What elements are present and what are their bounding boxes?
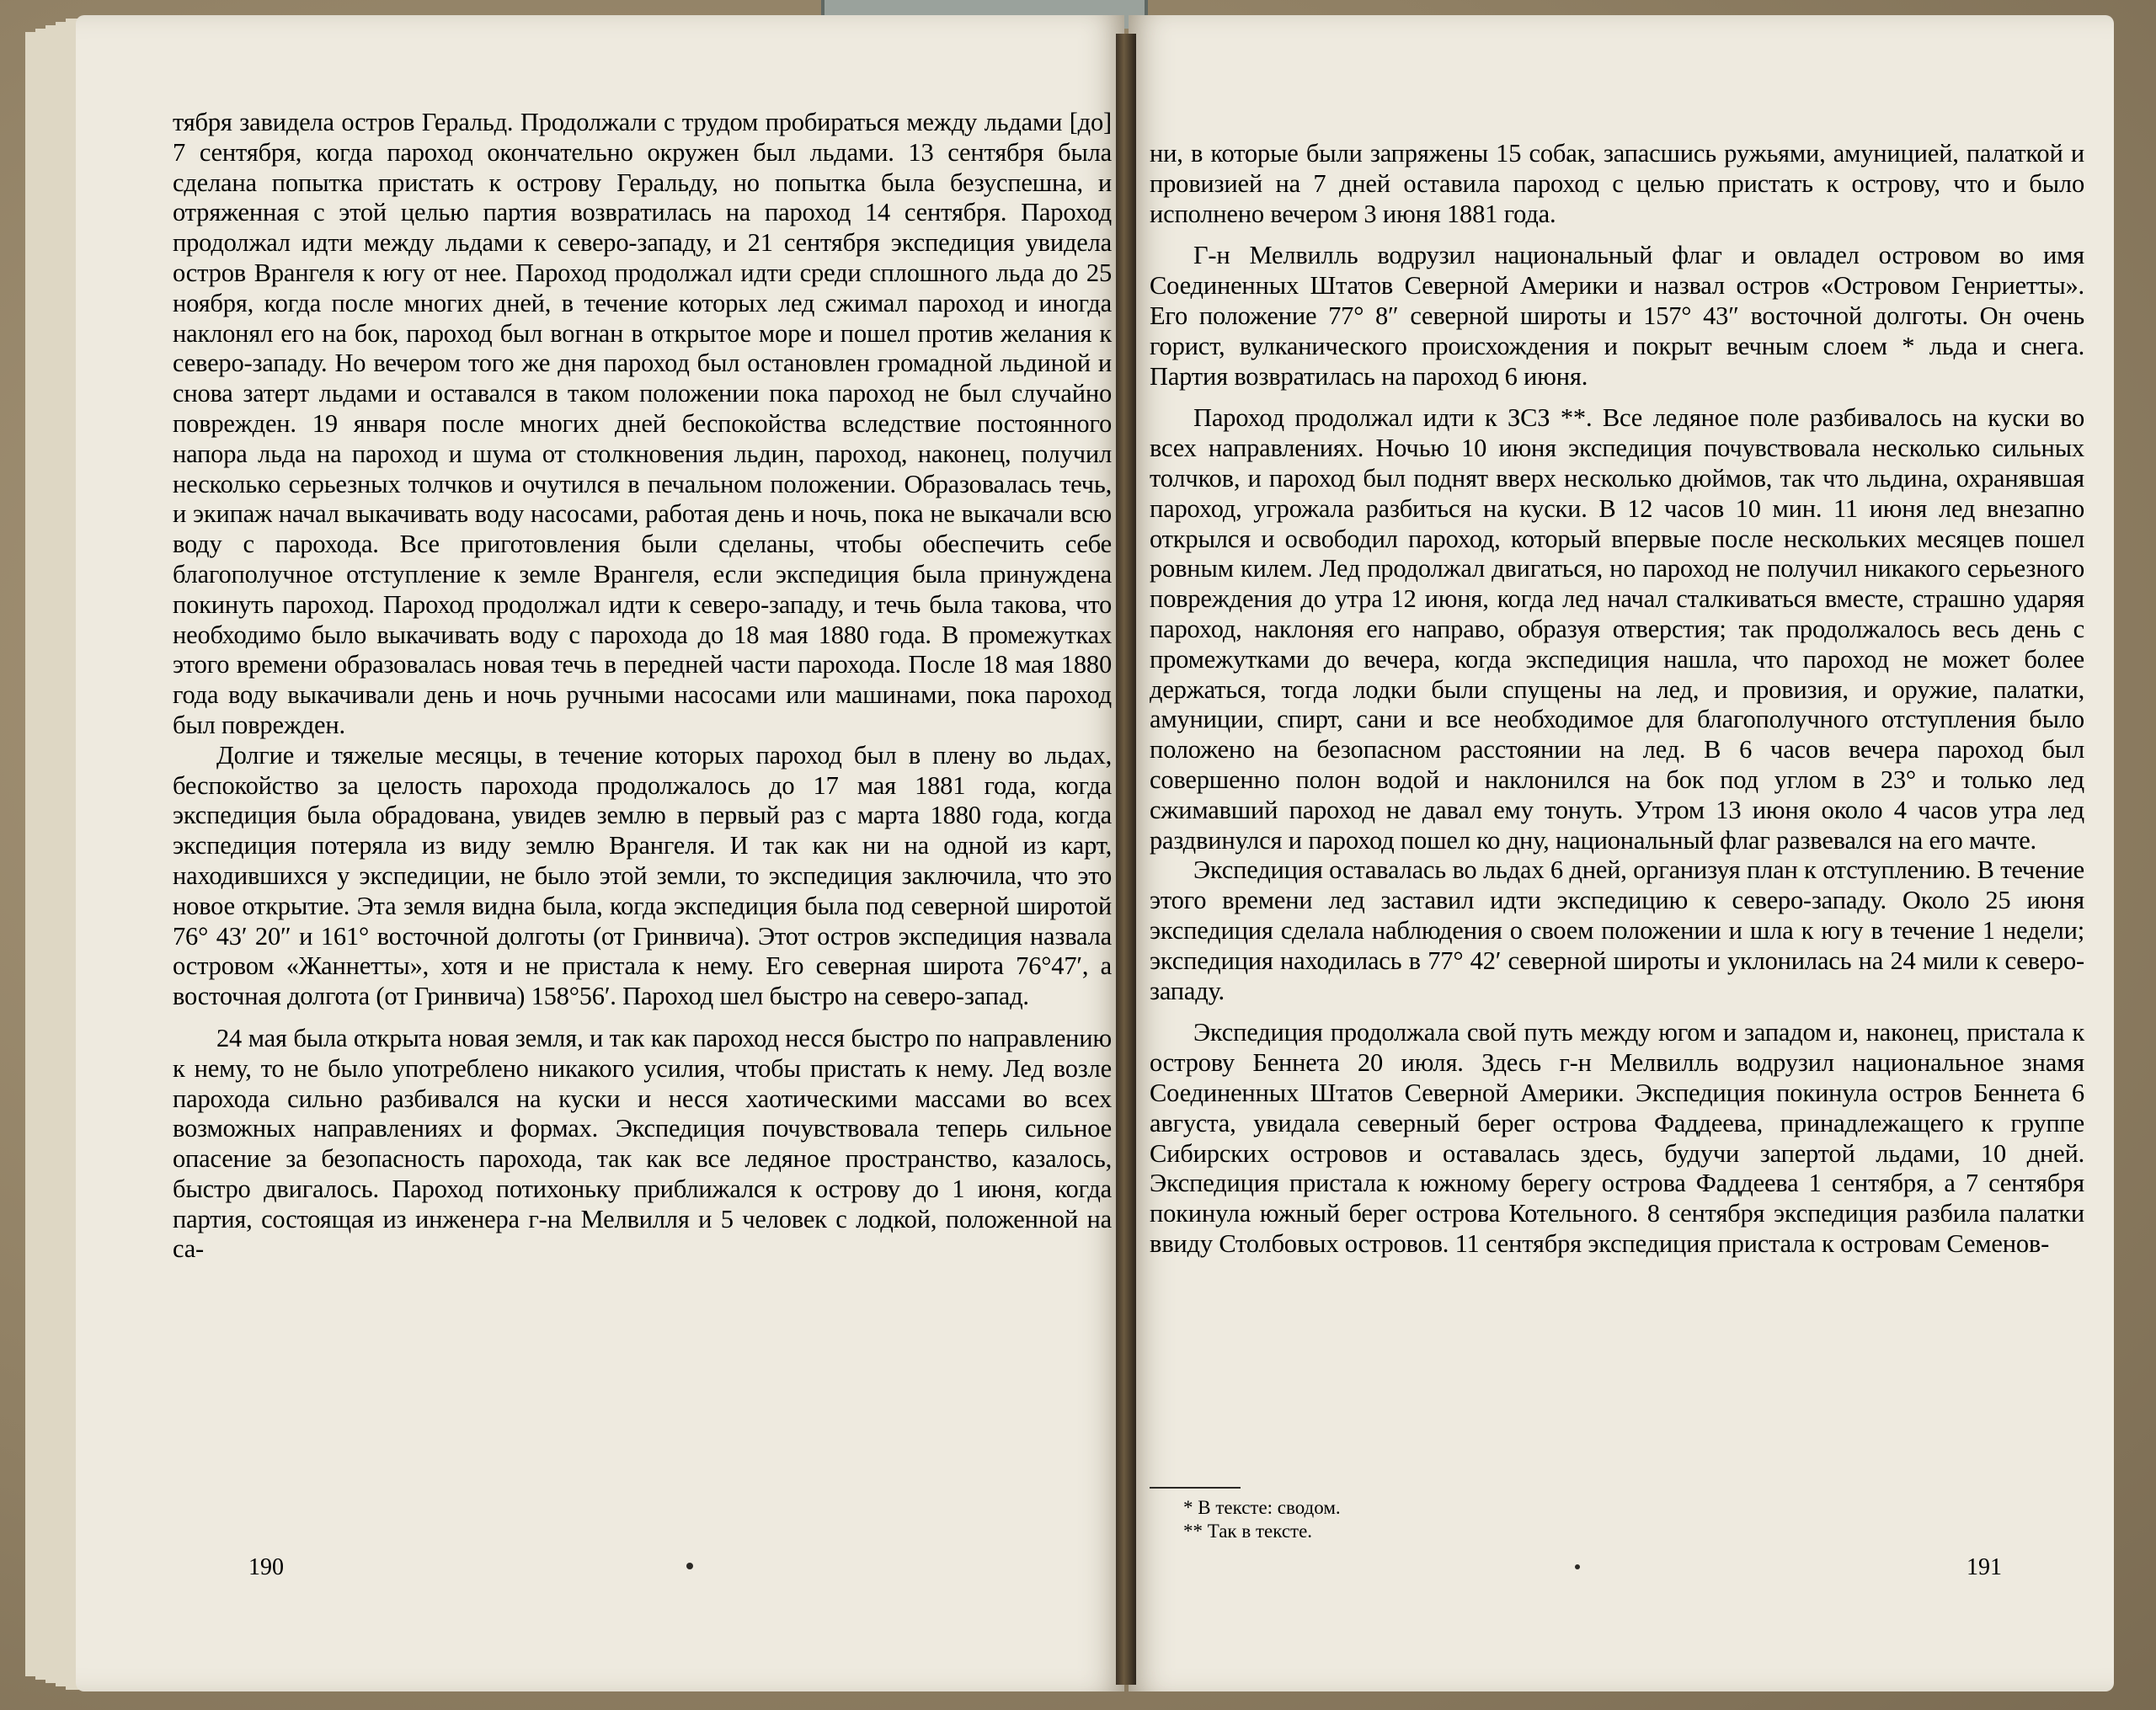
page-number-left: 190 <box>248 1554 284 1580</box>
right-paragraph-4: Экспедиция оставалась во льдах 6 дней, организуя план к отступлению. В течение этого времени лед заставил идти экспедицию к северо-западу. Около 25 июня экспедиция сделала наблюдения о своем положении и шла к югу в течение 1 недели; экспедиция находилась в 77° 42′ северной широты и уклонилась на 24 мили к северо-западу. <box>1150 855 2084 1005</box>
left-paragraph-3: 24 мая была открыта новая земля, и так как пароход несся быстро по направлению к нему, то не было употреблено никакого усилия, чтобы пристать к нему. Лед возле парохода сильно разбивался на куски и несся хаотическими массами во всех возможных направлениях и формах. Экспедиция почувствовала теперь сильное опасение за безопасность парохода, так как все ледяное пространство, казалось, быстро двигалось. Пароход потихоньку приближался к острову до 1 июня, когда партия, состоящая из инженера г-на Мелвилля и 5 человек с лодкой, положенной на са- <box>173 1023 1112 1264</box>
print-mark <box>686 1563 693 1569</box>
left-page-text <box>173 108 1112 1265</box>
footnote-2: ** Так в тексте. <box>1183 1521 1313 1542</box>
footnote-rule <box>1150 1487 1241 1489</box>
right-paragraph-5: Экспедиция продолжала свой путь между югом и западом и, наконец, пристала к острову Беннета 20 июля. Здесь г-н Мелвилль водрузил национальное знамя Соединенных Штатов Северной Америки. Экспедиция покинула остров Беннета 6 августа, увидала северный берег острова Фаддеева, принадлежащего к группе Сибирских островов и оставалась здесь, будучи запертой льдами, 10 дней. Экспедиция пристала к южному берегу острова Фаддеева 1 сентября, а 7 сентября покинула южный берег острова Котельного. 8 сентября экспедиция разбила палатки ввиду Столбовых островов. 11 сентября экспедиция пристала к островам Семенов- <box>1150 1018 2084 1258</box>
right-page-text <box>1150 139 2084 1260</box>
right-paragraph-2: Г-н Мелвилль водрузил национальный флаг и овладел островом во имя Соединенных Штатов Северной Америки и назвал остров «Островом Генриетты». Его положение 77° 8″ северной широты и 157° 43″ восточной долготы. Он очень горист, вулканического происхождения и покрыт вечным слоем * льда и снега. Партия возвратилась на пароход 6 июня. <box>1150 241 2084 391</box>
footnote-1: * В тексте: сводом. <box>1183 1497 1341 1518</box>
left-paragraph-2: Долгие и тяжелые месяцы, в течение которых пароход был в плену во льдах, беспокойство за целость парохода продолжалось до 17 мая 1881 года, когда экспедиция была обрадована, увидев землю в первый раз с марта 1880 года, когда экспедиция потеряла из виду землю Врангеля. И так как ни на одной из карт, находившихся у экспедиции, не было этой земли, то экспедиция заключила, что это новое открытие. Эта земля видна была, когда экспедиция была под северной широтой 76° 43′ 20″ и 161° восточной долготы (от Гринвича). Этот остров экспедиция назвала островом «Жаннетты», хотя и не пристала к нему. Его северная широта 76°47′, а восточная долгота (от Гринвича) 158°56′. Пароход шел быстро на северо-запад. <box>173 740 1112 1011</box>
book-gutter <box>1116 34 1136 1685</box>
right-paragraph-3: Пароход продолжал идти к ЗСЗ **. Все ледяное поле разбивалось на куски во всех направлениях. Ночью 10 июня экспедиция почувствовала несколько сильных толчков, и пароход был поднят вверх несколько дюймов, так что льдина, охранявшая пароход, угрожала разбиться на куски. В 12 часов 10 мин. 11 июня лед внезапно открылся и освободил пароход, который впервые после нескольких месяцев пошел ровным килем. Лед продолжал двигаться, но пароход не получил никакого серьезного повреждения до утра 12 июня, когда лед начал сталкиваться вместе, страшно ударяя пароход, наклоняя его направо, образуя отверстия; так продолжалось весь день с промежутками до вечера, когда экспедиция нашла, что пароход не может более держаться, тогда лодки были спущены на лед, и провизия, и оружие, палатки, амуниции, спирт, сани и все необходимое для благополучного отступления было положено на безопасном расстоянии на лед. В 6 часов вечера пароход был совершенно полон водой и наклонился на бок под углом в 23° и только лед сжимавший пароход не давал ему тонуть. Утром 13 июня около 4 часов утра лед раздвинулся и пароход пошел ко дну, национальный флаг развевался на его мачте. <box>1150 403 2084 855</box>
right-paragraph-1: ни, в которые были запряжены 15 собак, запасшись ружьями, амуницией, палаткой и провизией на 7 дней оставила пароход с целью пристать к острову, что и было исполнено вечером 3 июня 1881 года. <box>1150 139 2084 228</box>
left-paragraph-1: тября завидела остров Геральд. Продолжали с трудом пробираться между льдами [до] 7 сентября, когда пароход окончательно окружен был льдами. 13 сентября была сделана попытка пристать к острову Геральду, но попытка была безуспешна, и отряженная с этой целью партия возвратилась на пароход 14 сентября. Пароход продолжал идти между льдами к северо-западу, и 21 сентября экспедиция увидела остров Врангеля к югу от нее. Пароход продолжал идти среди сплошного льда до 25 ноября, когда после многих дней, в течение которых лед сжимал пароход и иногда наклонял его на бок, пароход был вогнан в открытое море и пошел против желания к северо-западу. Но вечером того же дня пароход был остановлен громадной льдиной и снова затерт льдами и оставался в таком положении пока пароход не был случайно поврежден. 19 января после многих дней беспокойства вследствие постоянного напора льда на пароход и шума от столкновения льдин, пароход, наконец, получил несколько серьезных толчков и очутился в печальном положении. Образовалась течь, и экипаж начал выкачивать воду насосами, работая день и ночь, пока не выкачали всю воду с парохода. Все приготовления были сделаны, чтобы обеспечить себе благополучное отступление к земле Врангеля, если экспедиция была принуждена покинуть пароход. Пароход продолжал идти к северо-западу, и течь была такова, что необходимо было выкачивать воду с парохода до 18 мая 1880 года. В промежутках этого времени образовалась новая течь в передней части парохода. После 18 мая 1880 года воду выкачивали день и ночь ручными насосами или машинами, пока пароход был поврежден. <box>173 108 1112 739</box>
footnotes <box>1183 1496 1773 1543</box>
page-number-right: 191 <box>1967 1554 2002 1580</box>
print-mark <box>1575 1564 1580 1569</box>
